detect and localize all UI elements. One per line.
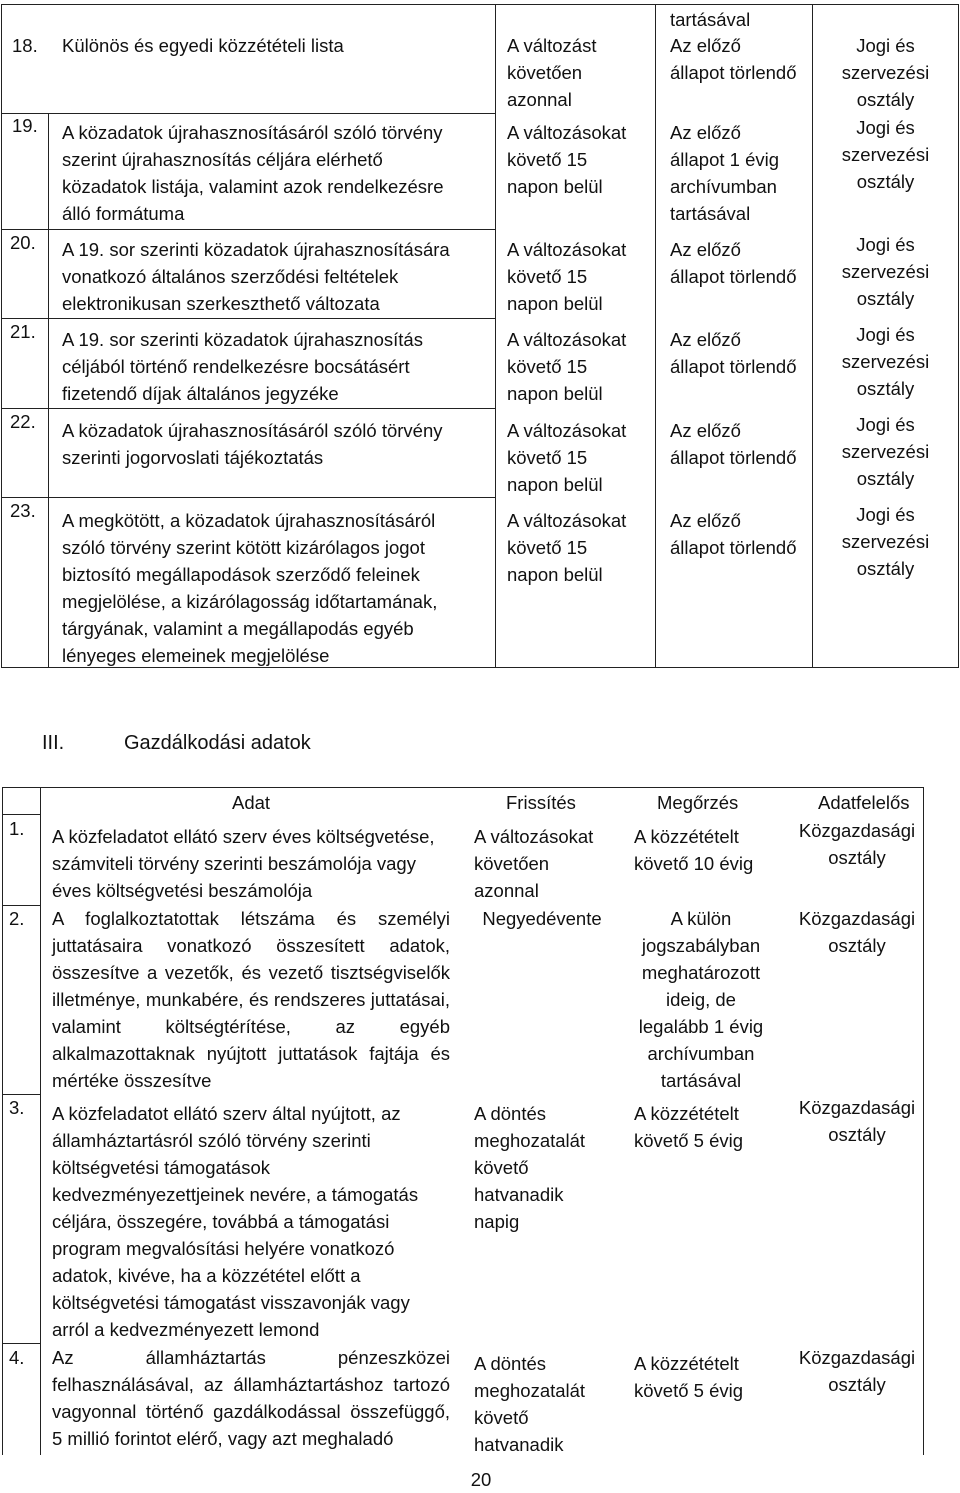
row-number: 20.	[10, 232, 36, 253]
row-owner: Közgazdasági osztály	[798, 908, 916, 956]
row-update: A változásokat követő 15 napon belül	[507, 122, 627, 197]
section-title: Gazdálkodási adatok	[124, 732, 311, 754]
row-retention: Az előző állapot törlendő	[670, 239, 797, 287]
row-owner: Jogi és szervezési osztály	[841, 414, 930, 489]
row-number: 3.	[9, 1097, 25, 1118]
row-data: A foglalkoztatottak létszáma és személyi juttatásaira vonatkozó összesített adatok, összesítve a vezetők, és vezető tisztségviselők illetménye, munkabére, és rendszeres juttatásai, valamint költségtérítése, az egyéb alkalmazottaknak nyújtott juttatások fajtája és mértéke összesítve	[52, 908, 450, 1091]
header-retention: Megőrzés	[657, 792, 739, 813]
row-owner: Közgazdasági osztály	[798, 1097, 916, 1145]
row-retention: Az előző állapot törlendő	[670, 510, 797, 558]
row-number: 1.	[9, 818, 25, 839]
row-update: Negyedévente	[482, 908, 602, 929]
row-data: A közfeladatot ellátó szerv által nyújtott, az államháztartásról szóló törvény szerinti költségvetési támogatások kedvezményezettjeinek nevére, a támogatás céljára, összegére, továbbá a támogatási program megvalósítási helyére vonatkozó adatok, kivéve, ha a közzététel előtt a költségvetési támogatást visszavonják vagy arról a kedvezményezett lemond	[52, 1103, 419, 1340]
row-number: 21.	[10, 321, 36, 342]
header-owner: Adatfelelős	[818, 792, 910, 813]
row-owner: Jogi és szervezési osztály	[841, 504, 930, 579]
row-owner: Jogi és szervezési osztály	[841, 324, 930, 399]
row-data: A közadatok újrahasznosításáról szóló törvény szerint újrahasznosítás céljára elérhető közadatok listája, valamint azok rendelkezésre álló formátuma	[62, 122, 444, 224]
row-retention: A külön jogszabályban meghatározott ideig, de legalább 1 évig archívumban tartásával	[638, 908, 764, 1091]
row-number: 19.	[12, 115, 38, 136]
row-update: A döntés meghozatalát követő hatvanadik	[474, 1353, 586, 1455]
row-update: A változást követően azonnal	[507, 35, 597, 110]
row-data: A közadatok újrahasznosításáról szóló törvény szerinti jogorvoslati tájékoztatás	[62, 420, 443, 468]
row-number: 22.	[10, 411, 36, 432]
row-number: 18.	[12, 35, 38, 56]
row-update: A változásokat követő 15 napon belül	[507, 510, 627, 585]
retention-fragment: tartásával	[670, 9, 751, 30]
row-update: A döntés meghozatalát követő hatvanadik napig	[474, 1103, 586, 1232]
header-data: Adat	[232, 792, 271, 813]
section-number: III.	[42, 732, 65, 754]
row-update: A változásokat követő 15 napon belül	[507, 420, 627, 495]
row-owner: Jogi és szervezési osztály	[841, 117, 930, 192]
row-number: 2.	[9, 908, 25, 929]
row-update: A változásokat követően azonnal	[474, 826, 594, 901]
row-retention: Az előző állapot 1 évig archívumban tartásával	[670, 122, 780, 224]
row-owner: Közgazdasági osztály	[798, 820, 916, 868]
row-retention: A közzétételt követő 10 évig	[634, 826, 754, 874]
row-retention: Az előző állapot törlendő	[670, 420, 797, 468]
row-retention: A közzétételt követő 5 évig	[634, 1103, 744, 1151]
row-retention: A közzétételt követő 5 évig	[634, 1353, 744, 1401]
row-data: Az államháztartás pénzeszközei felhasználásával, az államháztartáshoz tartozó vagyonnal történő gazdálkodással összefüggő, 5 millió forintot elérő, vagy azt meghaladó	[52, 1347, 450, 1449]
row-update: A változásokat követő 15 napon belül	[507, 239, 627, 314]
row-retention: Az előző állapot törlendő	[670, 35, 797, 83]
row-data: A megkötött, a közadatok újrahasznosításáról szóló törvény szerint kötött kizárólagos jogot biztosító megállapodások szerződő feleinek megjelölése, a kizárólagosság időtartamának, tárgyának, valamint a megállapodás egyéb lényeges elemeinek megjelölése	[62, 510, 438, 666]
row-owner: Közgazdasági osztály	[798, 1347, 916, 1395]
row-owner: Jogi és szervezési osztály	[841, 234, 930, 309]
row-retention: Az előző állapot törlendő	[670, 329, 797, 377]
header-update: Frissítés	[506, 792, 576, 813]
page-number: 20	[470, 1469, 492, 1490]
row-number: 4.	[9, 1347, 25, 1368]
row-update: A változásokat követő 15 napon belül	[507, 329, 627, 404]
row-data: A 19. sor szerinti közadatok újrahasznosítására vonatkozó általános szerződési feltételek elektronikusan szerkeszthető változata	[62, 239, 450, 314]
row-number: 23.	[10, 500, 36, 521]
row-data: A közfeladatot ellátó szerv éves költségvetése, számviteli törvény szerinti beszámolója vagy éves költségvetési beszámolója	[52, 826, 435, 901]
row-owner: Jogi és szervezési osztály	[841, 35, 930, 110]
row-data: A 19. sor szerinti közadatok újrahasznosítás céljából történő rendelkezésre bocsátásért fizetendő díjak általános jegyzéke	[62, 329, 423, 404]
row-data: Különös és egyedi közzétételi lista	[62, 35, 344, 56]
